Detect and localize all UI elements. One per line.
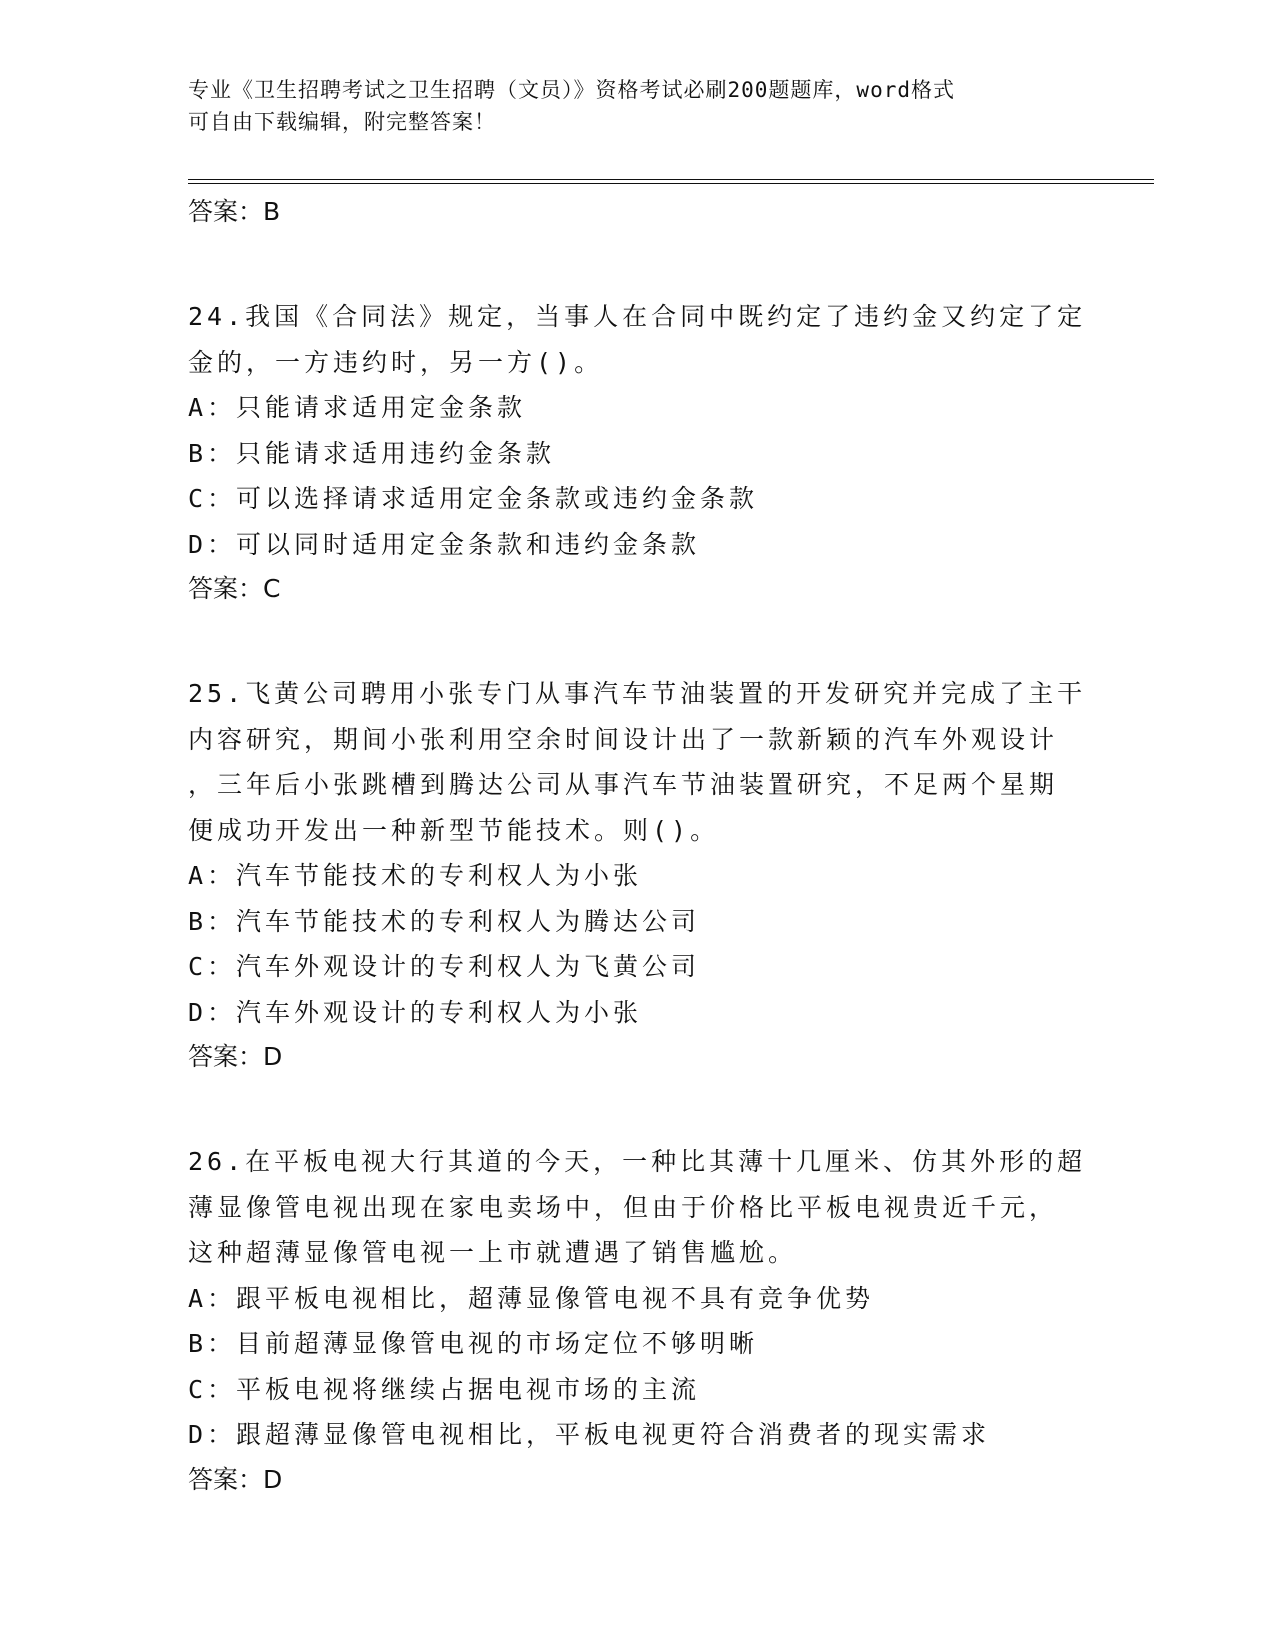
stem-line: 便成功开发出一种新型节能技术。则()。	[188, 815, 720, 845]
question-stem	[188, 1139, 1118, 1276]
option-b: B：只能请求适用违约金条款	[188, 438, 556, 468]
option-c: C：可以选择请求适用定金条款或违约金条款	[188, 484, 759, 513]
option-b: B：目前超薄显像管电视的市场定位不够明晰	[188, 1329, 759, 1358]
stem-line: 薄显像管电视出现在家电卖场中，但由于价格比平板电视贵近千元，	[188, 1192, 1059, 1222]
option-b: B：汽车节能技术的专利权人为腾达公司	[188, 906, 701, 936]
stem-line: 这种超薄显像管电视一上市就遭遇了销售尴尬。	[188, 1238, 798, 1267]
option-d: D：跟超薄显像管电视相比，平板电视更符合消费者的现实需求	[188, 1420, 991, 1449]
option-d: D：可以同时适用定金条款和违约金条款	[188, 529, 701, 559]
header-divider	[188, 183, 1154, 184]
question-answer: 答案：D	[188, 1464, 283, 1494]
header-divider	[188, 179, 1154, 180]
stem-line: 内容研究，期间小张利用空余时间设计出了一款新颖的汽车外观设计	[188, 724, 1059, 754]
option-c: C：汽车外观设计的专利权人为飞黄公司	[188, 952, 701, 981]
option-a: A：汽车节能技术的专利权人为小张	[188, 861, 643, 890]
previous-answer: 答案：B	[188, 197, 281, 226]
option-a: A：只能请求适用定金条款	[188, 393, 527, 422]
document-body	[188, 190, 1118, 1502]
stem-line: 24.我国《合同法》规定，当事人在合同中既约定了违约金又约定了定	[188, 302, 1087, 331]
document-header	[188, 74, 1088, 138]
stem-line: 26.在平板电视大行其道的今天，一种比其薄十几厘米、仿其外形的超	[188, 1147, 1087, 1176]
header-line: 专业《卫生招聘考试之卫生招聘（文员）》资格考试必刷200题题库，word格式	[188, 78, 955, 102]
question-answer: 答案：C	[188, 574, 281, 603]
stem-line: 金的，一方违约时，另一方()。	[188, 347, 604, 377]
question-26	[188, 1139, 1118, 1502]
stem-line: ，三年后小张跳槽到腾达公司从事汽车节油装置研究，不足两个星期	[188, 770, 1059, 799]
question-stem	[188, 671, 1118, 853]
header-line: 可自由下载编辑，附完整答案！	[188, 110, 496, 134]
question-25	[188, 671, 1118, 1079]
question-24	[188, 294, 1118, 611]
stem-line: 25.飞黄公司聘用小张专门从事汽车节油装置的开发研究并完成了主干	[188, 679, 1087, 708]
question-stem	[188, 294, 1118, 385]
question-answer: 答案：D	[188, 1042, 283, 1071]
option-a: A：跟平板电视相比，超薄显像管电视不具有竞争优势	[188, 1283, 875, 1313]
option-d: D：汽车外观设计的专利权人为小张	[188, 997, 643, 1027]
option-c: C：平板电视将继续占据电视市场的主流	[188, 1374, 701, 1404]
